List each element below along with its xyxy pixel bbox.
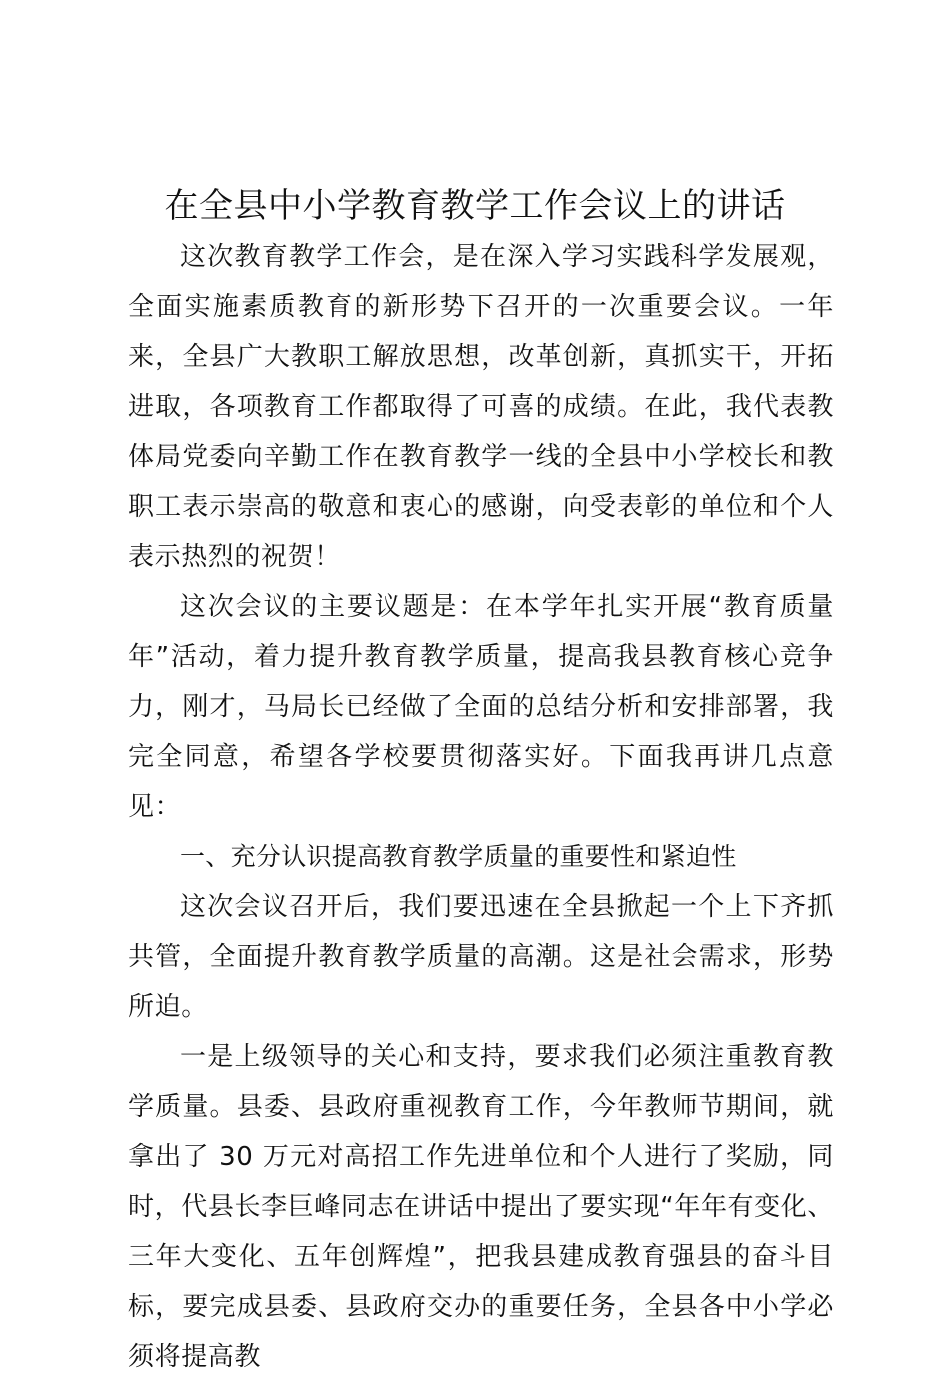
document-body — [128, 232, 834, 1382]
paragraph-section-1-intro: 这次会议召开后，我们要迅速在全县掀起一个上下齐抓共管，全面提升教育教学质量的高潮。这是社会需求，形势所迫。 — [128, 892, 834, 1022]
document-title: 在全县中小学教育教学工作会议上的讲话 — [164, 186, 786, 226]
paragraph-intro: 这次教育教学工作会，是在深入学习实践科学发展观，全面实施素质教育的新形势下召开的一次重要会议。一年来，全县广大教职工解放思想，改革创新，真抓实干，开拓进取，各项教育工作都取得了可喜的成绩。在此，我代表教体局党委向辛勤工作在教育教学一线的全县中小学校长和教职工表示崇高的敬意和衷心的感谢，向受表彰的单位和个人表示热烈的祝贺！ — [128, 242, 834, 572]
section-heading-1: 一、充分认识提高教育教学质量的重要性和紧迫性 — [180, 842, 737, 871]
paragraph-point-1: 一是上级领导的关心和支持，要求我们必须注重教育教学质量。县委、县政府重视教育工作，今年教师节期间，就拿出了 30 万元对高招工作先进单位和个人进行了奖励，同时，代县长李巨峰同志在讲话中提出了要实现“年年有变化、三年大变化、五年创辉煌”，把我县建成教育强县的奋斗目标，要完成县委、县政府交办的重要任务，全县各中小学必须将提高教 — [128, 1042, 834, 1372]
paragraph-agenda: 这次会议的主要议题是：在本学年扎实开展“教育质量年”活动，着力提升教育教学质量，提高我县教育核心竞争力，刚才，马局长已经做了全面的总结分析和安排部署，我完全同意，希望各学校要贯彻落实好。下面我再讲几点意见： — [128, 592, 834, 822]
